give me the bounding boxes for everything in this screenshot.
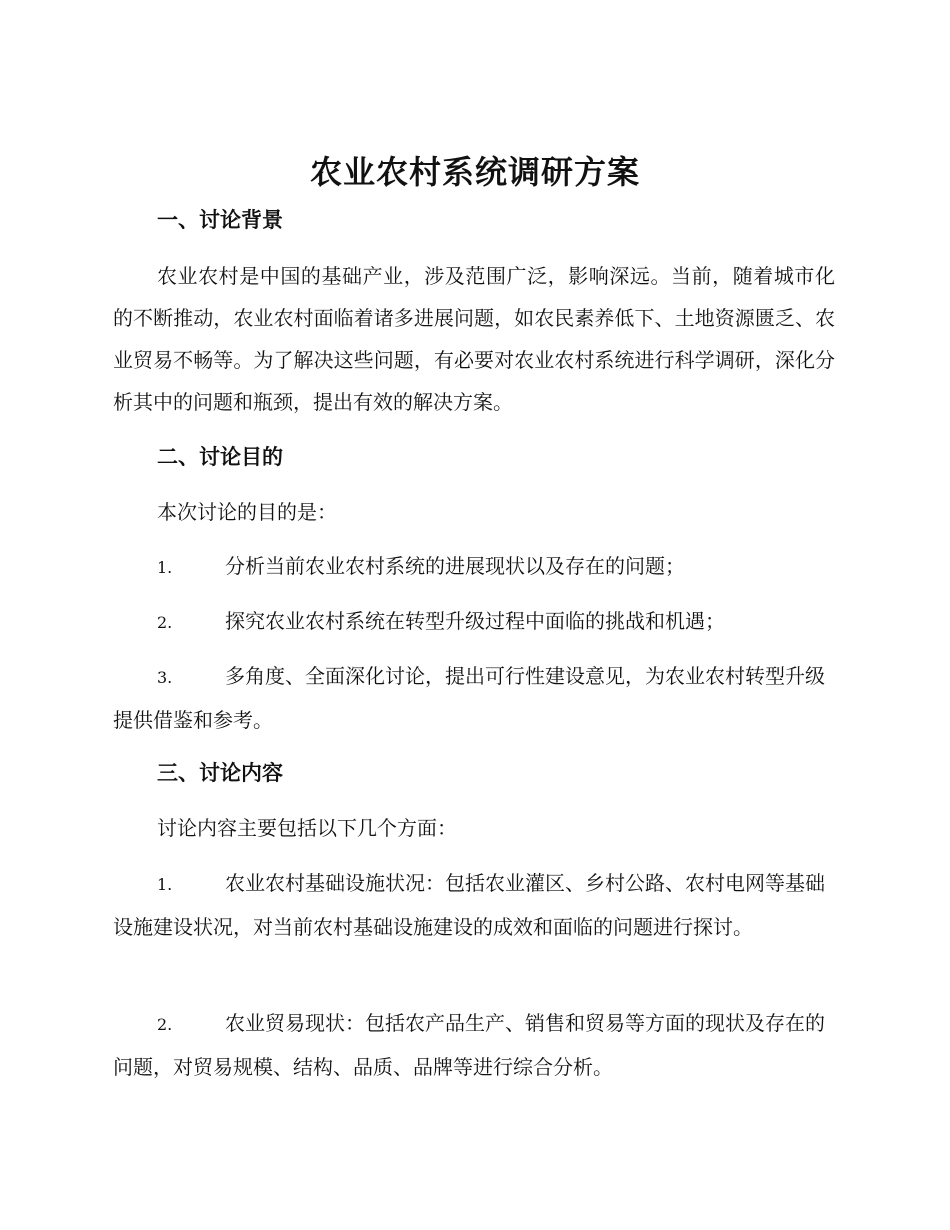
list-item bbox=[113, 600, 835, 644]
section-intro-content: 讨论内容主要包括以下几个方面： bbox=[157, 816, 457, 840]
section-heading-purpose: 二、讨论目的 bbox=[157, 445, 283, 469]
list-item-number: 1. bbox=[157, 875, 173, 894]
list-item-number: 3. bbox=[157, 668, 173, 687]
list-item-text: 农业农村基础设施状况：包括农业灌区、乡村公路、农村电网等基础设施建设状况，对当前农村基础设施建设的成效和面临的问题进行探讨。 bbox=[113, 871, 825, 939]
list-item-number: 1. bbox=[157, 558, 173, 577]
list-item bbox=[113, 655, 835, 741]
list-item bbox=[113, 862, 835, 948]
list-item bbox=[113, 1002, 835, 1088]
section-heading-background: 一、讨论背景 bbox=[157, 208, 283, 232]
document-title: 农业农村系统调研方案 bbox=[309, 153, 640, 191]
list-item-number: 2. bbox=[157, 1015, 173, 1034]
list-item bbox=[113, 545, 835, 589]
list-item-number: 2. bbox=[157, 613, 173, 632]
section-heading-content: 三、讨论内容 bbox=[157, 761, 283, 785]
list-item-text: 多角度、全面深化讨论，提出可行性建设意见，为农业农村转型升级提供借鉴和参考。 bbox=[113, 664, 825, 732]
list-item-text: 探究农业农村系统在转型升级过程中面临的挑战和机遇； bbox=[225, 609, 725, 633]
section-intro-purpose: 本次讨论的目的是： bbox=[157, 500, 337, 524]
section-paragraph-background: 农业农村是中国的基础产业，涉及范围广泛，影响深远。当前，随着城市化的不断推动，农业农村面临着诸多进展问题，如农民素养低下、土地资源匮乏、农业贸易不畅等。为了解决这些问题，有必要对农业农村系统进行科学调研，深化分析其中的问题和瓶颈，提出有效的解决方案。 bbox=[113, 264, 835, 414]
list-item-text: 分析当前农业农村系统的进展现状以及存在的问题； bbox=[225, 554, 685, 578]
list-item-text: 农业贸易现状：包括农产品生产、销售和贸易等方面的现状及存在的问题，对贸易规模、结构、品质、品牌等进行综合分析。 bbox=[113, 1011, 825, 1079]
